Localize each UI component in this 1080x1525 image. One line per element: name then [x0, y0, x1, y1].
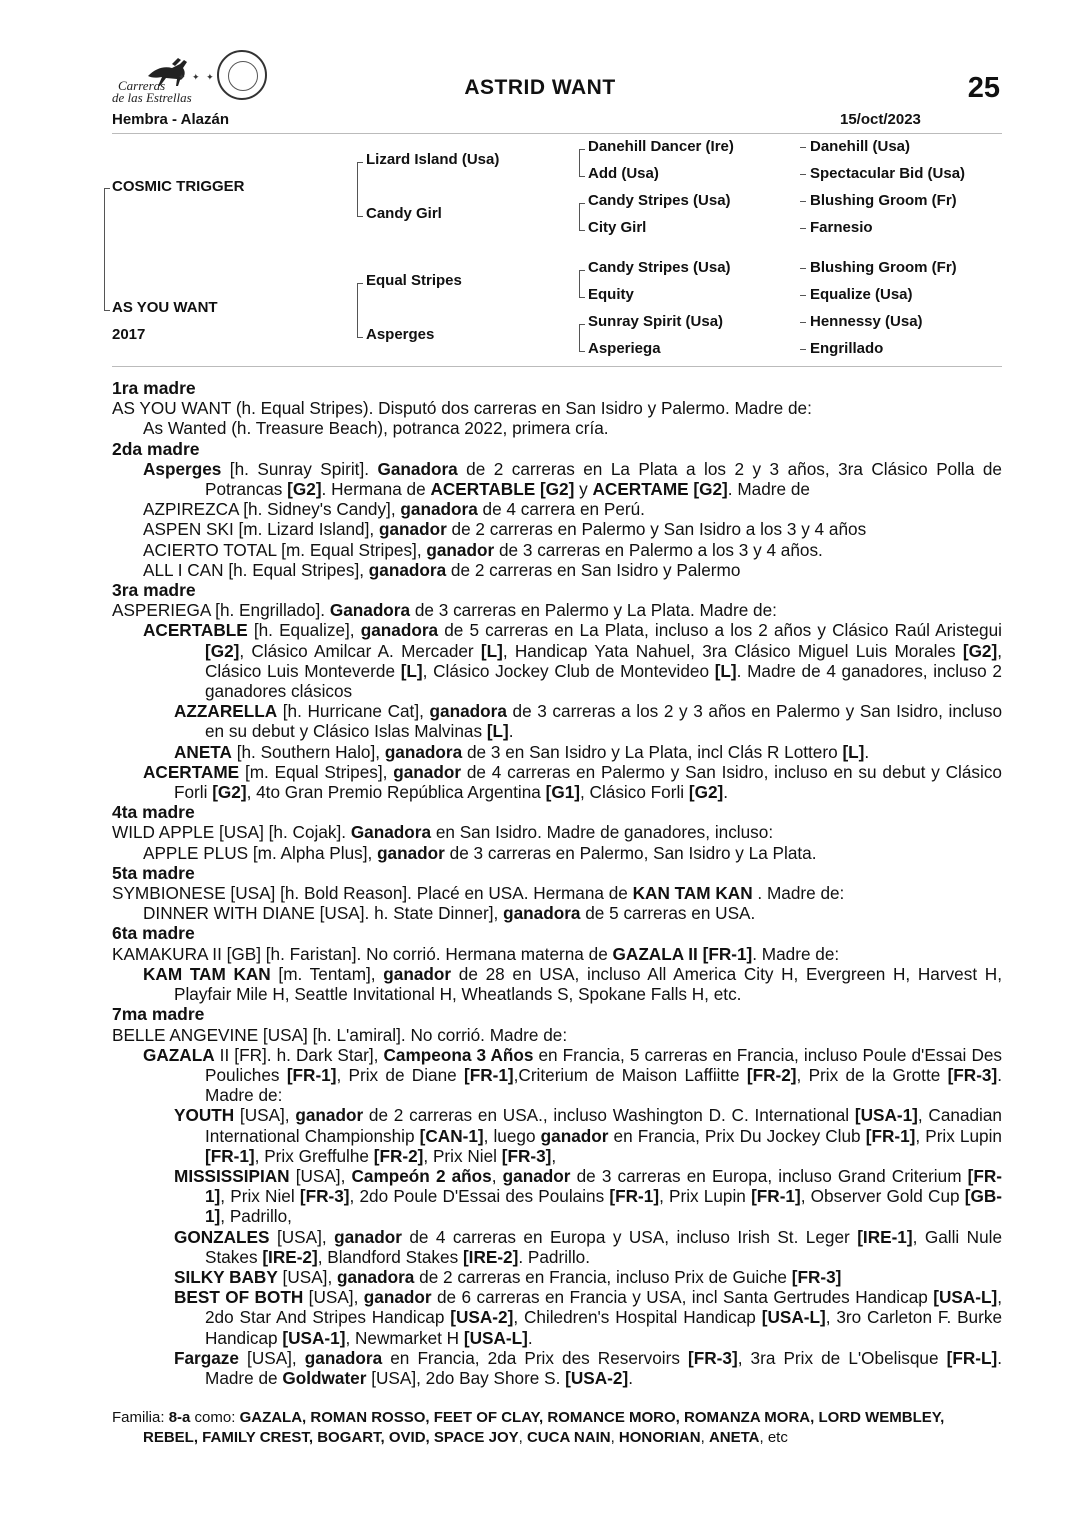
bold-text: [FR-3]	[791, 1266, 842, 1287]
text: y	[574, 479, 593, 500]
text: [USA],	[234, 1105, 296, 1126]
text: , Blandford Stakes	[317, 1246, 463, 1267]
text: , Canadian International Championship	[205, 1105, 1002, 1146]
section-heading	[112, 802, 1002, 822]
year-of-birth: 2017	[112, 326, 146, 343]
ped-g3-7: Sunray Spirit (Usa)	[588, 313, 724, 330]
text: ,	[700, 1429, 709, 1446]
bold-text: Ganadora	[350, 822, 432, 843]
bold-text: [USA-1]	[854, 1105, 918, 1126]
text: de 3 en San Isidro y La Plata, incl Clás R Lottero	[462, 741, 843, 762]
bold-text: [FR-L]	[946, 1347, 998, 1368]
paragraph	[112, 560, 1002, 580]
ped-g3-8: Asperiega	[588, 340, 661, 357]
bold-text: [FR-1]	[865, 1125, 916, 1146]
bold-text: ganadora	[384, 741, 463, 762]
text: de 2 carreras en San Isidro y Palermo	[446, 559, 741, 580]
bold-text: MISSISSIPIAN	[174, 1165, 290, 1186]
text: [USA], 2do Bay Shore S.	[366, 1367, 566, 1388]
bold-text: [G2]	[962, 640, 998, 661]
text: . Padrillo.	[518, 1246, 590, 1267]
text: , Prix Greffulhe	[254, 1145, 374, 1166]
text: , etc	[759, 1429, 788, 1446]
text: de 2 carreras en USA., incluso Washington D. C. International	[363, 1105, 855, 1126]
text: , Handicap Yata Nahuel, 3ra Clásico Miguel Luis Morales	[502, 640, 963, 661]
text: [USA],	[277, 1266, 337, 1287]
ped-g4-5: Blushing Groom (Fr)	[810, 259, 957, 276]
text: de 3 carreras a los 2 y 3 años en Palermo y San Isidro, incluso en su debut y Clásico Islas Malvinas	[205, 701, 1003, 742]
bold-text: [FR-3]	[501, 1145, 552, 1166]
text: como:	[190, 1409, 240, 1426]
text: de 3 carreras en Europa, incluso Grand Criterium	[570, 1165, 968, 1186]
paragraph	[112, 1227, 1002, 1267]
text: As Wanted (h. Treasure Beach), potranca 2022, primera cría.	[143, 418, 609, 439]
bold-text: ganador	[334, 1226, 402, 1247]
bold-text: [L]	[400, 660, 423, 681]
bold-text: [FR-1]	[751, 1186, 801, 1207]
text: , Padrillo,	[220, 1206, 292, 1227]
paragraph	[112, 1105, 1002, 1166]
text: de 2 carreras en Francia, incluso Prix de Guiche	[414, 1266, 792, 1287]
bold-text: Goldwater	[282, 1367, 367, 1388]
text: de 3 carreras en Palermo, San Isidro y La Plata.	[444, 842, 817, 863]
bold-text: ANETA	[708, 1429, 760, 1446]
bold-text: [L]	[714, 660, 737, 681]
paragraph	[112, 459, 1002, 499]
text: [m. Equal Stripes],	[239, 761, 394, 782]
bold-text: Ganadora	[377, 458, 458, 479]
paragraph	[112, 1025, 1002, 1045]
text: de 5 carreras en USA.	[580, 903, 756, 924]
text: .	[508, 721, 514, 742]
ped-g2-3: Equal Stripes	[366, 272, 462, 289]
text: . Madre de:	[752, 883, 845, 904]
bold-text: ganador	[377, 842, 445, 863]
bold-text: Ganadora	[329, 600, 411, 621]
bold-text: [USA-2]	[450, 1307, 514, 1328]
bold-text: ACERTAME	[143, 761, 240, 782]
text: , Clásico Forli	[580, 782, 689, 803]
bold-text: [L]	[842, 741, 865, 762]
bold-text: [G2]	[688, 782, 724, 803]
text: , luego	[483, 1125, 541, 1146]
text: [USA],	[238, 1347, 305, 1368]
paragraph	[112, 1348, 1002, 1388]
ped-g3-6: Equity	[588, 286, 634, 303]
bold-text: GAZALA, ROMAN ROSSO, FEET OF CLAY, ROMANCE MORO, ROMANZA MORA, LORD WEMBLEY, REBEL, FAMILY CREST, BOGART, OVID, SPACE JOY	[143, 1409, 945, 1446]
bold-text: ganador	[502, 1165, 571, 1186]
text: en Francia, Prix Du Jockey Club	[608, 1125, 866, 1146]
text: ALL I CAN [h. Equal Stripes],	[143, 559, 369, 580]
bold-text: [USA-L]	[463, 1327, 528, 1348]
page-title: ASTRID WANT	[464, 76, 616, 99]
bold-text: ACERTABLE	[143, 620, 248, 641]
paragraph	[112, 843, 1002, 863]
bold-text: 6ta madre	[112, 923, 195, 944]
text: [h. Equalize],	[247, 620, 361, 641]
text: SYMBIONESE [USA] [h. Bold Reason]. Placé en USA. Hermana de	[112, 883, 633, 904]
text: , Prix Lupin	[915, 1125, 1002, 1146]
text: BELLE ANGEVINE [USA] [h. L'amiral]. No corrió. Madre de:	[112, 1024, 568, 1045]
text: , 2do Poule D'Essai des Poulains	[349, 1186, 610, 1207]
text: de 3 carreras en Palermo a los 3 y 4 años.	[494, 539, 823, 560]
text: , 2do Star And Stripes Handicap	[205, 1287, 1002, 1328]
text: de 4 carrera en Perú.	[477, 499, 645, 520]
ped-g4-6: Equalize (Usa)	[810, 286, 913, 303]
bold-text: [IRE-2]	[462, 1246, 519, 1267]
text: Familia:	[112, 1409, 169, 1426]
bold-text: ganador	[363, 1287, 432, 1308]
ped-g3-3: Candy Stripes (Usa)	[588, 192, 731, 209]
text: [m. Tentam],	[270, 963, 384, 984]
bold-text: [FR-3]	[947, 1064, 998, 1085]
bold-text: 8-a	[168, 1409, 191, 1426]
text: de 28 en USA, incluso All America City H, Evergreen H, Harvest H, Playfair Mile H, Seattle Invitational H, Wheatlands S, Spokane Falls H, etc.	[174, 963, 1002, 1005]
bold-text: [FR-2]	[373, 1145, 424, 1166]
text: de 5 carreras en La Plata, incluso a los 2 años y Clásico Raúl Aristegui	[438, 620, 1002, 641]
bold-text: [L]	[480, 640, 503, 661]
ped-g3-5: Candy Stripes (Usa)	[588, 259, 731, 276]
bold-text: YOUTH	[174, 1105, 235, 1126]
bold-text: [FR-1]	[463, 1064, 514, 1085]
bold-text: Fargaze	[174, 1347, 239, 1368]
bold-text: [FR-1]	[205, 1145, 255, 1166]
text: en San Isidro. Madre de ganadores, incluso:	[431, 822, 774, 843]
text: , Clásico Amilcar A. Mercader	[239, 640, 481, 661]
ped-g2-2: Candy Girl	[366, 205, 442, 222]
bold-text: BEST OF BOTH	[174, 1287, 304, 1308]
text: , Newmarket H	[345, 1327, 464, 1348]
paragraph	[112, 1045, 1002, 1106]
bold-text: [L]	[486, 721, 509, 742]
text: de 3 carreras en Palermo y La Plata. Madre de:	[410, 600, 777, 621]
bold-text: ganadora	[429, 701, 507, 722]
ped-g2-1: Lizard Island (Usa)	[366, 151, 500, 168]
family-line	[112, 1408, 1002, 1448]
date: 15/oct/2023	[840, 111, 921, 128]
bold-text: ganadora	[400, 499, 478, 520]
bold-text: 3ra madre	[112, 580, 196, 601]
bold-text: AZZARELLA	[174, 701, 278, 722]
bold-text: ganador	[383, 963, 452, 984]
bold-text: ganadora	[337, 1266, 415, 1287]
text: II [FR]. h. Dark Star],	[214, 1044, 384, 1065]
section-heading	[112, 378, 1002, 398]
bold-text: [FR-1]	[205, 1165, 1002, 1207]
text: , Clásico Jockey Club de Montevideo	[422, 660, 715, 681]
section-heading	[112, 863, 1002, 883]
section-heading	[112, 923, 1002, 943]
bold-text: ganador	[393, 761, 462, 782]
text: ASPERIEGA [h. Engrillado].	[112, 600, 330, 621]
divider	[112, 366, 1002, 367]
bold-text: [USA-2]	[565, 1367, 629, 1388]
text: , Prix Niel	[423, 1145, 502, 1166]
bold-text: 7ma madre	[112, 1004, 205, 1025]
bold-text: ganador	[378, 519, 447, 540]
text: de 2 carreras en Palermo y San Isidro a los 3 y 4 años	[446, 519, 867, 540]
page-number: 25	[967, 72, 1000, 104]
family-text	[112, 378, 1002, 1388]
text: [USA],	[303, 1287, 364, 1308]
text: APPLE PLUS [m. Alpha Plus],	[143, 842, 378, 863]
bold-text: HONORIAN	[618, 1429, 701, 1446]
ped-g4-8: Engrillado	[810, 340, 884, 357]
text: . Hermana de	[321, 479, 431, 500]
bold-text: [GB-1]	[205, 1186, 1002, 1227]
bold-text: [IRE-2]	[262, 1246, 318, 1267]
paragraph	[112, 742, 1002, 762]
paragraph	[112, 398, 1002, 418]
text: de 4 carreras en Europa y USA, incluso Irish St. Leger	[401, 1226, 858, 1247]
text: [h. Hurricane Cat],	[277, 701, 430, 722]
text: ,Criterium de Maison Laffiitte	[513, 1064, 747, 1085]
text: ,	[518, 1429, 527, 1446]
text: , Galli Nule Stakes	[205, 1226, 1003, 1267]
text: . Madre de 4 ganadores, incluso 2 ganadores clásicos	[205, 660, 1002, 702]
horse-sex-color: Hembra - Alazán	[112, 111, 229, 128]
paragraph	[112, 519, 1002, 539]
bold-text: [USA-L]	[761, 1307, 826, 1328]
bold-text: ACERTABLE [G2]	[430, 479, 575, 500]
text: . Madre de	[205, 1347, 1003, 1388]
text: de 2 carreras en La Plata a los 2 y 3 años, 3ra Clásico Polla de Potrancas	[205, 458, 1002, 500]
paragraph	[112, 620, 1002, 701]
paragraph	[112, 418, 1002, 438]
paragraph	[112, 1287, 1002, 1348]
text: , 3ro Carleton F. Burke Handicap	[205, 1307, 1002, 1348]
bold-text: Campeón 2 años	[351, 1165, 492, 1186]
bold-text: ganadora	[304, 1347, 383, 1368]
text: , 4to Gran Premio República Argentina	[246, 782, 546, 803]
paragraph	[112, 1166, 1002, 1227]
bold-text: Campeona 3 Años	[383, 1044, 534, 1065]
ped-g2-4: Asperges	[366, 326, 435, 343]
bold-text: ganador	[295, 1105, 364, 1126]
bold-text: [USA-1]	[282, 1327, 346, 1348]
ped-g3-4: City Girl	[588, 219, 647, 236]
bold-text: GAZALA II [FR-1]	[612, 943, 753, 964]
text: ACIERTO TOTAL [m. Equal Stripes],	[143, 539, 427, 560]
text: ,	[491, 1165, 503, 1186]
bold-text: ganadora	[503, 903, 581, 924]
bold-text: [G2]	[287, 479, 322, 500]
text: , Clásico Luis Monteverde	[205, 640, 1002, 681]
bold-text: ganadora	[360, 620, 439, 641]
text: [h. Southern Halo],	[231, 741, 385, 762]
paragraph	[112, 540, 1002, 560]
bold-text: KAN TAM KAN	[632, 883, 753, 904]
text: AZPIREZCA [h. Sidney's Candy],	[143, 499, 401, 520]
bold-text: 4ta madre	[112, 802, 195, 823]
paragraph	[112, 1267, 1002, 1287]
text: , Observer Gold Cup	[800, 1186, 965, 1207]
paragraph	[112, 600, 1002, 620]
divider	[112, 133, 1002, 134]
bold-text: SILKY BABY	[174, 1266, 278, 1287]
bold-text: ANETA	[174, 741, 232, 762]
paragraph	[112, 903, 1002, 923]
text: , Prix Niel	[220, 1186, 300, 1207]
text: .	[527, 1327, 533, 1348]
bold-text: GONZALES	[174, 1226, 270, 1247]
ped-g4-4: Farnesio	[810, 219, 873, 236]
bold-text: [IRE-1]	[857, 1226, 913, 1247]
bold-text: ganadora	[368, 559, 447, 580]
bold-text: CUCA NAIN	[526, 1429, 611, 1446]
bold-text: KAM TAM KAN	[143, 963, 271, 984]
ped-g4-2: Spectacular Bid (Usa)	[810, 165, 966, 182]
bold-text: GAZALA	[143, 1044, 215, 1065]
text: [USA],	[269, 1226, 335, 1247]
bold-text: [FR-2]	[746, 1064, 797, 1085]
text: . Madre de	[727, 479, 810, 500]
text: de 4 carreras en Palermo y San Isidro, incluso en su debut y Clásico Forli	[174, 761, 1002, 803]
bold-text: 1ra madre	[112, 378, 196, 398]
text: , Chiledren's Hospital Handicap	[513, 1307, 762, 1328]
ped-g4-1: Danehill (Usa)	[810, 138, 911, 155]
paragraph	[112, 701, 1002, 741]
bold-text: ganador	[540, 1125, 609, 1146]
bold-text: [G2]	[205, 640, 240, 661]
text: de 6 carreras en Francia y USA, incl Santa Gertrudes Handicap	[431, 1287, 934, 1308]
section-heading	[112, 1004, 1002, 1024]
ped-g3-1: Danehill Dancer (Ire)	[588, 138, 734, 155]
text: KAMAKURA II [GB] [h. Faristan]. No corrió. Hermana materna de	[112, 943, 613, 964]
bold-text: [CAN-1]	[419, 1125, 484, 1146]
section-heading	[112, 439, 1002, 459]
sire: COSMIC TRIGGER	[112, 178, 245, 195]
text: .	[864, 741, 870, 762]
logo-text-line2: de las Estrellas	[112, 90, 192, 105]
text: .	[723, 782, 729, 803]
dam: AS YOU WANT	[112, 299, 218, 316]
bold-text: [USA-L]	[933, 1287, 998, 1308]
paragraph	[112, 944, 1002, 964]
family-footer	[112, 1408, 1002, 1448]
text: ASPEN SKI [m. Lizard Island],	[143, 519, 379, 540]
section-heading	[112, 580, 1002, 600]
bold-text: [G2]	[212, 782, 247, 803]
ped-g3-2: Add (Usa)	[588, 165, 659, 182]
bold-text: 2da madre	[112, 438, 200, 459]
bold-text: [FR-1]	[286, 1064, 337, 1085]
bold-text: [FR-3]	[299, 1186, 350, 1207]
text: .	[628, 1367, 633, 1388]
text: . Madre de:	[752, 943, 840, 964]
text: , Prix de la Grotte	[796, 1064, 948, 1085]
text: ,	[551, 1145, 557, 1166]
text: [USA],	[289, 1165, 352, 1186]
text: WILD APPLE [USA] [h. Cojak].	[112, 822, 351, 843]
paragraph	[112, 883, 1002, 903]
text: en Francia, 5 carreras en Francia, incluso Poule d'Essai Des Pouliches	[205, 1044, 1003, 1085]
text: ,	[610, 1429, 619, 1446]
bold-text: ACERTAME [G2]	[592, 479, 728, 500]
text: . Madre de:	[205, 1064, 1002, 1106]
bold-text: 5ta madre	[112, 862, 195, 883]
bold-text: [FR-1]	[609, 1186, 660, 1207]
text: DINNER WITH DIANE [USA]. h. State Dinner],	[143, 903, 504, 924]
paragraph	[112, 762, 1002, 802]
bold-text: [G1]	[545, 782, 580, 803]
ped-g4-3: Blushing Groom (Fr)	[810, 192, 957, 209]
paragraph	[112, 499, 1002, 519]
logo-stars: ✦ ✦ ✦	[178, 72, 216, 82]
text: , 3ra Prix de L'Obelisque	[737, 1347, 947, 1368]
bold-text: Asperges	[143, 458, 222, 479]
text: AS YOU WANT (h. Equal Stripes). Disputó dos carreras en San Isidro y Palermo. Madre de:	[112, 398, 812, 419]
ped-g4-7: Hennessy (Usa)	[810, 313, 923, 330]
bold-text: [FR-3]	[688, 1347, 738, 1368]
text: en Francia, 2da Prix des Reservoirs	[382, 1347, 689, 1368]
paragraph	[112, 822, 1002, 842]
text: [h. Sunray Spirit].	[221, 458, 378, 479]
paragraph	[112, 964, 1002, 1004]
bold-text: ganador	[426, 539, 495, 560]
text: , Prix Lupin	[659, 1186, 752, 1207]
logo-text-line1: Carreras	[118, 78, 166, 93]
text: , Prix de Diane	[336, 1064, 464, 1085]
